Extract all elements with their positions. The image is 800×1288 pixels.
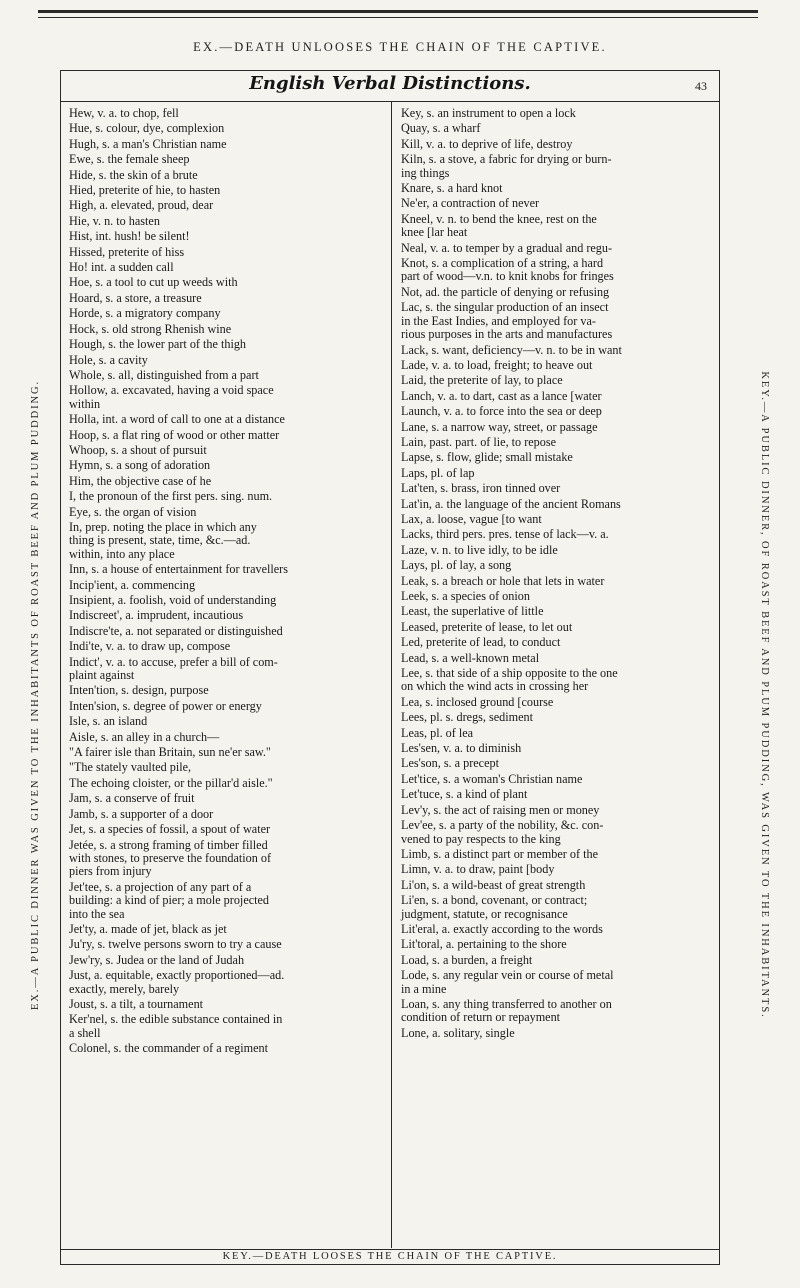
dictionary-entry: Indi'te, v. a. to draw up, compose bbox=[69, 639, 231, 654]
bottom-rule bbox=[61, 1249, 719, 1250]
dictionary-entry: Isle, s. an island bbox=[69, 714, 148, 729]
dictionary-entry: Hole, s. a cavity bbox=[69, 352, 148, 367]
dictionary-entry: Him, the objective case of he bbox=[69, 473, 212, 488]
dictionary-entry: Lanch, v. a. to dart, cast as a lance [water bbox=[401, 388, 602, 403]
dictionary-entry: In, prep. noting the place in which any thing is present, state, time, &c.—ad. within, into any place bbox=[69, 519, 257, 561]
dictionary-entry: Jet'tee, s. a projection of any part of a building: a kind of pier; a mole projected into the sea bbox=[69, 879, 270, 921]
dictionary-entry: Jetée, s. a strong framing of timber filled with stones, to preserve the foundation of piers from injury bbox=[69, 837, 272, 879]
dictionary-entry: Laze, v. n. to live idly, to be idle bbox=[401, 542, 558, 557]
dictionary-entry: Leased, preterite of lease, to let out bbox=[401, 619, 573, 634]
dictionary-entry: Ho! int. a sudden call bbox=[69, 260, 174, 275]
dictionary-entry: Let'tice, s. a woman's Christian name bbox=[401, 771, 583, 786]
dictionary-entry: Colonel, s. the commander of a regiment bbox=[69, 1041, 269, 1056]
dictionary-entry: The echoing cloister, or the pillar'd aisle." bbox=[69, 775, 273, 790]
dictionary-entry: Lat'ten, s. brass, iron tinned over bbox=[401, 481, 561, 496]
dictionary-entry: Lees, pl. s. dregs, sediment bbox=[401, 710, 534, 725]
dictionary-entry: I, the pronoun of the first pers. sing. num. bbox=[69, 489, 273, 504]
dictionary-entry: Knare, s. a hard knot bbox=[401, 181, 503, 196]
dictionary-entry: Let'tuce, s. a kind of plant bbox=[401, 787, 528, 802]
dictionary-entry: High, a. elevated, proud, dear bbox=[69, 198, 214, 213]
dictionary-entry: Hough, s. the lower part of the thigh bbox=[69, 337, 247, 352]
dictionary-entry: Least, the superlative of little bbox=[401, 604, 544, 619]
dictionary-entry: Holla, int. a word of call to one at a distance bbox=[69, 412, 285, 427]
dictionary-entry: Jew'ry, s. Judea or the land of Judah bbox=[69, 952, 245, 967]
dictionary-entry: Hollow, a. excavated, having a void space within bbox=[69, 383, 274, 411]
dictionary-entry: Lays, pl. of lay, a song bbox=[401, 558, 512, 573]
top-double-rule bbox=[38, 10, 758, 13]
dictionary-entry: "The stately vaulted pile, bbox=[69, 760, 192, 775]
dictionary-entry: Lit'toral, a. pertaining to the shore bbox=[401, 937, 567, 952]
dictionary-entry: Limn, v. a. to draw, paint [body bbox=[401, 862, 555, 877]
running-head: EX.—DEATH UNLOOSES THE CHAIN OF THE CAPTIVE. bbox=[193, 40, 607, 54]
dictionary-entry: Les'sen, v. a. to diminish bbox=[401, 741, 522, 756]
left-margin-text: EX.—A PUBLIC DINNER WAS GIVEN TO THE INHABITANTS OF ROAST BEEF AND PLUM PUDDING. bbox=[30, 380, 41, 1011]
dictionary-entry: Neal, v. a. to temper by a gradual and regu- bbox=[401, 240, 613, 255]
footer: KEY.—DEATH LOOSES THE CHAIN OF THE CAPTIVE. bbox=[222, 1251, 558, 1262]
dictionary-entry: Lode, s. any regular vein or course of metal in a mine bbox=[401, 968, 614, 996]
dictionary-entry: Lone, a. solitary, single bbox=[401, 1025, 515, 1040]
dictionary-entry: Insipient, a. foolish, void of understanding bbox=[69, 593, 277, 607]
dictionary-entry: Lead, s. a well-known metal bbox=[401, 650, 540, 665]
page-title: English Verbal Distinctions. bbox=[249, 73, 531, 94]
dictionary-entry: Hoard, s. a store, a treasure bbox=[69, 290, 202, 305]
dictionary-entry: Lain, past. part. of lie, to repose bbox=[401, 434, 557, 449]
dictionary-entry: Ju'ry, s. twelve persons sworn to try a cause bbox=[69, 937, 282, 952]
dictionary-entry: Laid, the preterite of lay, to place bbox=[401, 373, 563, 388]
dictionary-entry: Not, ad. the particle of denying or refusing bbox=[401, 284, 610, 299]
dictionary-entry: Lax, a. loose, vague [to want bbox=[401, 511, 542, 526]
dictionary-entry: Hymn, s. a song of adoration bbox=[69, 458, 211, 473]
dictionary-entry: Knot, s. a complication of a string, a hard part of wood—v.n. to knit knobs for fringes bbox=[401, 256, 614, 284]
dictionary-entry: Lev'ee, s. a party of the nobility, &c. con- vened to pay respects to the king bbox=[401, 818, 604, 846]
top-thin-rule bbox=[38, 17, 758, 18]
dictionary-entry: Lapse, s. flow, glide; small mistake bbox=[401, 450, 573, 465]
dictionary-entry: Lack, s. want, deficiency—v. n. to be in want bbox=[401, 342, 622, 357]
dictionary-entry: Lane, s. a narrow way, street, or passage bbox=[401, 419, 598, 434]
dictionary-entry: Limb, s. a distinct part or member of the bbox=[401, 846, 598, 861]
dictionary-entry: Whole, s. all, distinguished from a part bbox=[69, 367, 259, 382]
dictionary-entry: Key, s. an instrument to open a lock bbox=[401, 106, 576, 120]
column-divider bbox=[391, 101, 392, 1248]
dictionary-entry: Hoe, s. a tool to cut up weeds with bbox=[69, 275, 238, 290]
dictionary-entry: Les'son, s. a precept bbox=[401, 756, 499, 771]
dictionary-entry: Kiln, s. a stove, a fabric for drying or burn- ing things bbox=[401, 152, 612, 180]
dictionary-entry: Lade, v. a. to load, freight; to heave out bbox=[401, 357, 593, 372]
dictionary-entry: Eye, s. the organ of vision bbox=[69, 504, 197, 519]
dictionary-entry: Kneel, v. n. to bend the knee, rest on the knee [lar heat bbox=[401, 211, 597, 240]
dictionary-entry: Indiscreet', a. imprudent, incautious bbox=[69, 608, 244, 623]
dictionary-entry: Lev'y, s. the act of raising men or money bbox=[401, 802, 600, 817]
dictionary-entry: Li'on, s. a wild-beast of great strength bbox=[401, 877, 586, 892]
right-margin-text: KEY.—A PUBLIC DINNER, OF ROAST BEEF AND PLUM PUDDING, WAS GIVEN TO THE INHABITANTS. bbox=[759, 371, 770, 1019]
dictionary-entry: Jet'ty, a. made of jet, black as jet bbox=[69, 921, 227, 936]
dictionary-entry: Jam, s. a conserve of fruit bbox=[69, 791, 195, 806]
dictionary-entry: Led, preterite of lead, to conduct bbox=[401, 635, 561, 650]
dictionary-entry: Hist, int. hush! be silent! bbox=[69, 229, 190, 244]
dictionary-entry: Lee, s. that side of a ship opposite to the one on which the wind acts in crossing her bbox=[401, 666, 618, 694]
dictionary-entry: Lea, s. inclosed ground [course bbox=[401, 694, 554, 709]
dictionary-entry: Loan, s. any thing transferred to another on condition of return or repayment bbox=[401, 996, 612, 1025]
dictionary-entry: Horde, s. a migratory company bbox=[69, 306, 221, 321]
dictionary-entry: Hock, s. old strong Rhenish wine bbox=[69, 321, 232, 336]
dictionary-entry: Hoop, s. a flat ring of wood or other matter bbox=[69, 427, 280, 442]
dictionary-entry: Load, s. a burden, a freight bbox=[401, 952, 533, 967]
dictionary-entry: Lacks, third pers. pres. tense of lack—v. a. bbox=[401, 527, 609, 542]
dictionary-entry: Kill, v. a. to deprive of life, destroy bbox=[401, 136, 573, 151]
dictionary-entry: Just, a. equitable, exactly proportioned—ad. exactly, merely, barely bbox=[69, 968, 285, 996]
dictionary-entry: Li'en, s. a bond, covenant, or contract; judgment, statute, or recognisance bbox=[401, 893, 588, 921]
dictionary-entry: Hie, v. n. to hasten bbox=[69, 213, 160, 228]
page-number: 43 bbox=[695, 79, 707, 93]
dictionary-entry: Ewe, s. the female sheep bbox=[69, 152, 190, 167]
dictionary-entry: Ne'er, a contraction of never bbox=[401, 196, 540, 211]
dictionary-entry: Lit'eral, a. exactly according to the words bbox=[401, 921, 603, 936]
dictionary-entry: Launch, v. a. to force into the sea or deep bbox=[401, 404, 602, 419]
dictionary-entry: Laps, pl. of lap bbox=[401, 465, 475, 480]
dictionary-entry: Hue, s. colour, dye, complexion bbox=[69, 121, 225, 136]
page-frame bbox=[60, 70, 720, 1265]
dictionary-entry: Indiscre'te, a. not separated or distinguished bbox=[69, 623, 283, 638]
dictionary-entry: Aisle, s. an alley in a church— bbox=[69, 729, 220, 744]
dictionary-entry: Inn, s. a house of entertainment for travellers bbox=[69, 562, 288, 577]
dictionary-entry: Hide, s. the skin of a brute bbox=[69, 167, 198, 182]
dictionary-entry: Joust, s. a tilt, a tournament bbox=[69, 996, 204, 1011]
right-column bbox=[401, 107, 719, 1042]
dictionary-entry: "A fairer isle than Britain, sun ne'er saw." bbox=[69, 745, 271, 760]
dictionary-entry: Inten'tion, s. design, purpose bbox=[69, 683, 209, 698]
dictionary-entry: Leas, pl. of lea bbox=[401, 725, 474, 740]
dictionary-entry: Leek, s. a species of onion bbox=[401, 589, 530, 603]
dictionary-entry: Hew, v. a. to chop, fell bbox=[69, 106, 179, 120]
dictionary-entry: Hissed, preterite of hiss bbox=[69, 244, 185, 259]
dictionary-entry: Incip'ient, a. commencing bbox=[69, 577, 196, 592]
dictionary-entry: Whoop, s. a shout of pursuit bbox=[69, 442, 207, 457]
left-column bbox=[69, 107, 387, 1058]
dictionary-entry: Ker'nel, s. the edible substance contained in a shell bbox=[69, 1012, 283, 1040]
dictionary-entry: Leak, s. a breach or hole that lets in water bbox=[401, 573, 605, 588]
dictionary-entry: Hugh, s. a man's Christian name bbox=[69, 136, 227, 151]
dictionary-entry: Lac, s. the singular production of an insect in the East Indies, and employed for va- rious purposes in the arts and manufactures bbox=[401, 300, 613, 342]
dictionary-entry: Lat'in, a. the language of the ancient Romans bbox=[401, 496, 621, 511]
dictionary-entry: Inten'sion, s. degree of power or energy bbox=[69, 698, 262, 713]
dictionary-entry: Indict', v. a. to accuse, prefer a bill of com- plaint against bbox=[69, 654, 278, 683]
title-bar bbox=[61, 71, 719, 102]
dictionary-entry: Quay, s. a wharf bbox=[401, 121, 481, 136]
dictionary-entry: Jamb, s. a supporter of a door bbox=[69, 806, 214, 821]
dictionary-entry: Hied, preterite of hie, to hasten bbox=[69, 183, 221, 198]
dictionary-entry: Jet, s. a species of fossil, a spout of water bbox=[69, 822, 271, 837]
